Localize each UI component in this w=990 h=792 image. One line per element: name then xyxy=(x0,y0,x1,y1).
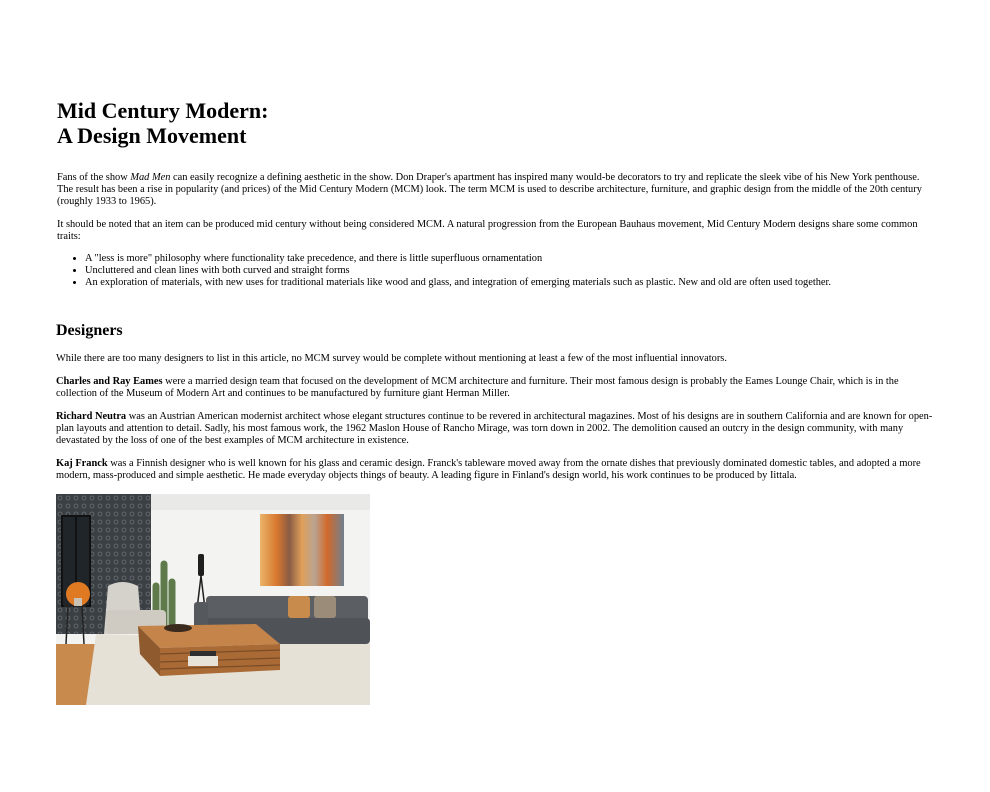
designer-description: was an Austrian American modernist architect whose elegant structures continue to be revered in architectural magazines. Most of his designs are in southern California and are known for open-plan layouts and attention to detail. Sadly, his most famous work, the 1962 Maslon House of Rancho Mirage, was torn down in 2002. The demolition caused an outcry in the design community, with many devastated by the loss of one of the best examples of MCM architecture in existence. xyxy=(56,411,933,446)
traits-intro-paragraph: It should be noted that an item can be produced mid century without being considered MCM. A natural progression from the European Bauhaus movement, Mid Century Modern designs share some common traits: xyxy=(57,219,918,242)
living-room-photo xyxy=(56,494,370,705)
designers-section xyxy=(56,321,938,482)
vase xyxy=(74,598,82,606)
designer-entry-franck xyxy=(56,458,938,482)
wall-art xyxy=(260,514,344,586)
trait-item: • Uncluttered and clean lines with both curved and straight forms xyxy=(85,265,937,277)
traits-list xyxy=(57,253,937,289)
trait-item: • A "less is more" philosophy where functionality take precedence, and there is little superfluous ornamentation xyxy=(85,253,937,265)
designer-entry-neutra xyxy=(56,411,938,447)
intro-text-end: can easily recognize a defining aesthetic in the show. Don Draper's apartment has inspired many would-be decorators to try and replicate the sleek vibe of his New York penthouse. The result has been a rise in popularity (and prices) of the Mid Century Modern (MCM) look. The term MCM is used to describe architecture, furniture, and graphic design from the middle of the 20th century (roughly 1933 to 1965). xyxy=(57,172,922,207)
title-line-1: Mid Century Modern: xyxy=(57,98,269,123)
designers-heading: Designers xyxy=(56,322,123,339)
pillow-2 xyxy=(314,596,336,618)
title-line-2: A Design Movement xyxy=(57,123,247,148)
coffee-table-top xyxy=(138,624,280,648)
bowl xyxy=(164,624,192,632)
article-intro-section xyxy=(57,98,937,289)
pillow-1 xyxy=(288,596,310,618)
designer-description: was a Finnish designer who is well known for his glass and ceramic design. Franck's tableware moved away from the ornate dishes that previously dominated domestic tables, and adopted a more modern, mass-produced and simple aesthetic. He made everyday objects things of beauty. A leading figure in Finland's design world, his work continues to be produced by Iittala. xyxy=(56,458,921,481)
intro-paragraph xyxy=(57,172,937,208)
designer-description: were a married design team that focused on the development of MCM architecture and furniture. Their most famous design is probably the Eames Lounge Chair, which is in the collection of the Museum of Modern Art and continues to be manufactured by furniture giant Herman Miller. xyxy=(56,376,899,399)
intro-text-start: Fans of the show xyxy=(57,172,131,183)
designer-name: Charles and Ray Eames xyxy=(56,376,163,387)
books xyxy=(188,656,218,666)
trait-item: • An exploration of materials, with new uses for traditional materials like wood and glass, and integration of emerging materials such as plastic. New and old are often used together. xyxy=(85,277,937,289)
designer-name: Kaj Franck xyxy=(56,458,108,469)
page-title xyxy=(57,98,937,148)
show-name: Mad Men xyxy=(130,172,171,183)
designer-entry-eames xyxy=(56,376,938,400)
floor-lamp xyxy=(198,554,204,576)
designer-name: Richard Neutra xyxy=(56,411,127,422)
designers-intro: While there are too many designers to list in this article, no MCM survey would be complete without mentioning at least a few of the most influential innovators. xyxy=(56,353,727,364)
